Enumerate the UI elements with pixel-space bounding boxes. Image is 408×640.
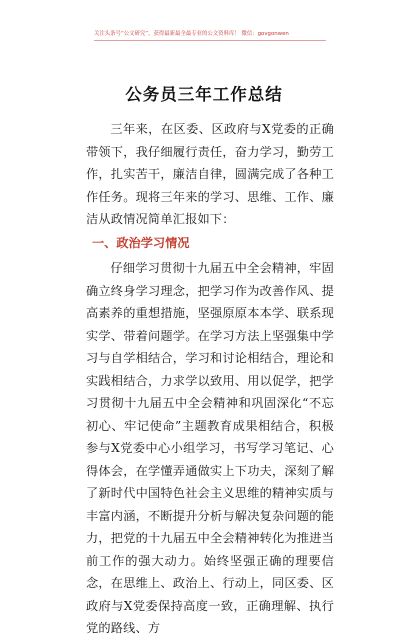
section-body-paragraph: 仔细学习贯彻十九届五中全会精神，牢固确立终身学习理念，把学习作为改善作风、提高素养的重想措施，坚强原原本本学、联系现实学、带着问题学。在学习方法上坚强集中学习与自学相结合，学习和讨论相结合，理论和实践相结合，力求学以致用、用以促学，把学习贯彻十九届五中全会精神和巩固深化“不忘初心、牢记使命”主题教育成果相结合，积极参与X党委中心小组学习，书写学习笔记、心得体会，在学懂弄通做实上下功夫，深刻了解了新时代中国特色社会主义思维的精神实质与丰富内涵，不断提升分析与解决复杂问题的能力，把党的十九届五中全会精神转化为推进当前工作的强大动力。始终坚强正确的理要信念，在思维上、政治上、行动上，同区委、区政府与X党委保持高度一致，正确理解、执行党的路线、方 [86,261,334,635]
banner-divider [94,40,326,41]
document-title: 公务员三年工作总结 [125,85,283,104]
intro-paragraph: 三年来，在区委、区政府与X党委的正确带领下，我仔细履行责任，奋力学习，勤劳工作，扎实苦干，廉洁自律，圆满完成了各种工作任务。现将三年来的学习、思维、工作、廉洁从政情况简单汇报如下： [86,122,334,226]
header-banner: 关注头条号“公文研究”，获得最新最全最专业的公文资料库！ 微信：govgonwen [94,31,289,37]
section-heading: 一、政治学习情况 [92,236,190,250]
